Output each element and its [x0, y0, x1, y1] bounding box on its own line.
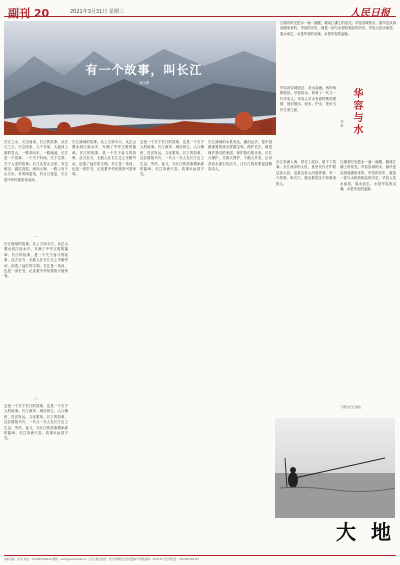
essay-col-2 [340, 160, 396, 400]
essay-col-2-text: 江湖有时光把水一滴一滴聚，凝成江湖上的星光。华容县城的水，最早是从洞庭湖里来的，华容的历史，就是一部与水相依相存的历史。华容人依水而居，靠水而生，水是华容的灵魂，水是华容的血脉。 [340, 160, 396, 192]
feature-title: 有一个故事，叫长江 [85, 63, 203, 77]
feature-col-3-text: 这是一个关于长江的故事，也是一个关于人的故事。长江两岸，城市林立，人口稠密，经济发达，文化繁荣。长江的故事，还在继续书写，一代又一代人在长江边上生活、劳作、奋斗，为长江的故事增添新的篇章。长江奔流不息，故事永远讲不完。 [140, 140, 204, 177]
page-header [4, 3, 396, 20]
feature-col-1c-text: 这是一个关于长江的故事，也是一个关于人的故事。长江两岸，城市林立，人口稠密，经济发达，文化繁荣。长江的故事，还在继续书写，一代又一代人在长江边上生活、劳作、奋斗，为长江的故事增添新的篇章。长江奔流不息，故事永远讲不完。 [4, 404, 68, 441]
feature-col-1 [4, 140, 68, 232]
essay-lead [280, 21, 396, 83]
feature-col-1b [4, 242, 68, 392]
essay-byline: 何 炬 [340, 120, 344, 127]
feature-col-5 [276, 160, 336, 406]
feature-byline: 刘汉俊 [138, 81, 150, 85]
page-footer: 本版责编：刘 寅 电话：(010)65368442 邮箱：dadi@peopledaily.cn 人民日报社地址：北京市朝阳区金台西路2号 邮政编码：100733 发行部电话：(010)65369325 [4, 555, 396, 562]
essay-lead-text: 江湖有时光把水一滴一滴聚，凝成江湖上的星光。华容县城的水，最早是从洞庭湖里来的，华容的历史，就是一部与水相依相存的历史。华容人依水而居，靠水而生，水是华容的灵魂，水是华容的血脉。 [280, 21, 396, 36]
feature-col-3 [140, 140, 204, 552]
section-mark: 大 地 [336, 520, 395, 544]
section-title: 副刊 20 [8, 7, 50, 20]
feature-col-1c [4, 404, 68, 552]
masthead-logo: 人民日报 [350, 8, 390, 19]
feature-col-2-text: 长江流域的故事，从上古到今天，从巴山蜀水到江南水乡，写满了中华文明的篇章。长江的故事，是一个关于奋斗的故事，从古至今，无数人在长江边上辛勤劳动，创造了灿烂的文明。长江是一条河，也是一部史书，记录着中华民族的兴衰荣辱。 [72, 140, 136, 177]
subhead-1: 一 [34, 234, 38, 239]
photo-caption: 下图为长江春色 [340, 405, 362, 409]
feature-col-1b-text: 长江流域的故事，从上古到今天，从巴山蜀水到江南水乡，写满了中华文明的篇章。长江的故事，是一个关于奋斗的故事，从古至今，无数人在长江边上辛勤劳动，创造了灿烂的文明。长江是一条河，也是一部史书，记录着中华民族的兴衰荣辱。 [4, 242, 68, 279]
feature-col-1-text: 长江之水，天空而来。长江的故事，从长江之天，天空而来，几千年前，大渡河上游的雪山，一路奔向东，一路流淌，长江是一个故事，一个关于时间、关于生命、关于人类的故事。长江从雪山走来，穿过峡谷，越过高原，流向大海，一路上有千山万水，有风雨雷电，有日月星辰，长江是中华民族的母亲河。 [4, 140, 68, 182]
feature-col-4-text: 长江流域的水系发达，湖泊众多，是中国最重要的淡水资源宝库。保护长江，就是保护我们的家园，保护我们的未来。长江大保护，共抓大保护、不搞大开发，让母亲河永葆生机活力，让长江的故事更加精彩动人。 [208, 140, 272, 172]
subhead-2: 二 [34, 396, 38, 401]
river-photo [275, 418, 395, 518]
essay-col-1-text: 华容河穿城而过，河水清澈，两岸杨柳依依。华容的水，养育了一代又一代华容人。华容人对水有着特殊的感情，他们敬水、爱水、护水，把水当作生命之源。 [280, 86, 336, 112]
feature-col-4 [208, 140, 272, 552]
feature-col-5-text: 长江奔流入海，带走了泥沙，留下了故事。长江两岸的人民，世世代代守护着这条大河，也被这条大河滋养着。有一个故事，叫长江，我们都是这个故事里的人。 [276, 160, 336, 186]
feature-col-2 [72, 140, 136, 552]
essay-title: 华容与水 [351, 88, 362, 136]
hero-image [4, 21, 276, 135]
issue-date: 2021年3月31日 星期三 [70, 9, 124, 15]
